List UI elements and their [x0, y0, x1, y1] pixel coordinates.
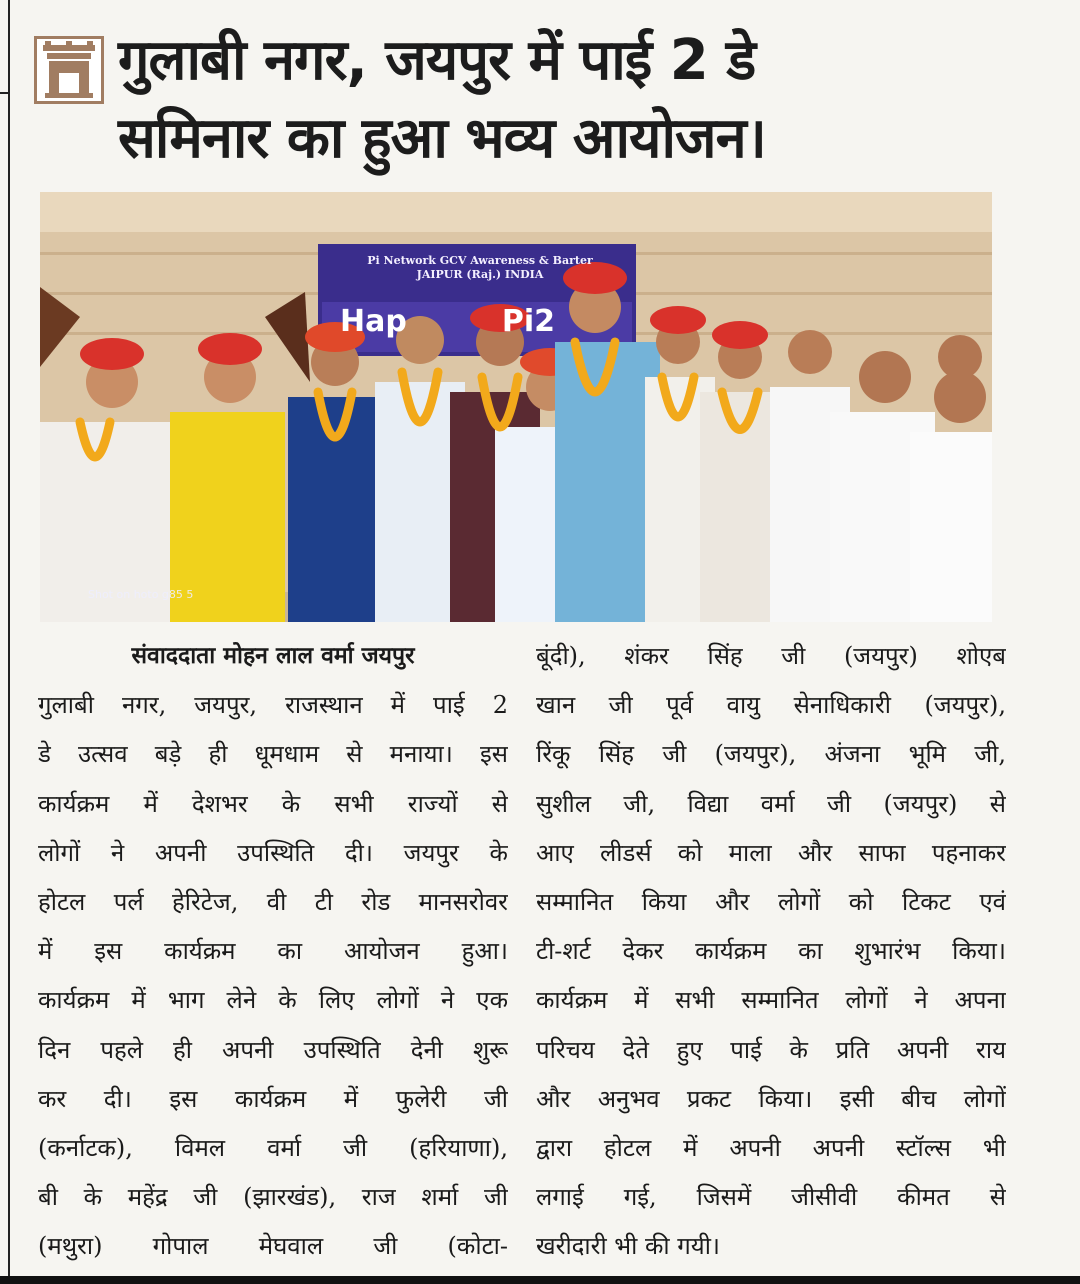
article-line: सुशील जी, विद्या वर्मा जी (जयपुर) से — [536, 789, 1006, 818]
article-line: आए लीडर्स को माला और साफा पहनाकर — [536, 838, 1006, 867]
article-column-right — [536, 632, 1006, 1272]
article-column-left — [38, 632, 508, 1272]
article-line: कार्यक्रम में सभी सम्मानित लोगों ने अपना — [536, 986, 1006, 1015]
article-line: गुलाबी नगर, जयपुर, राजस्थान में पाई 2 — [38, 691, 508, 720]
article-line: खान जी पूर्व वायु सेनाधिकारी (जयपुर), — [536, 691, 1006, 720]
article-line: (कर्नाटक), विमल वर्मा जी (हरियाणा), — [38, 1134, 508, 1163]
headline-line-1: गुलाबी नगर, जयपुर में पाई 2 डे — [118, 28, 756, 93]
article-line: और अनुभव प्रकट किया। इसी बीच लोगों — [536, 1084, 1006, 1113]
banner-big-right: Pi2 — [501, 304, 555, 339]
article-line: बूंदी), शंकर सिंह जी (जयपुर) शोएब — [536, 642, 1006, 670]
article-line: सम्मानित किया और लोगों को टिकट एवं — [536, 888, 1006, 917]
article-line: खरीदारी भी की गयी। — [536, 1232, 721, 1261]
newspaper-logo-icon — [34, 36, 104, 104]
article-line: रिंकू सिंह जी (जयपुर), अंजना भूमि जी, — [536, 740, 1006, 769]
banner-line-1: Pi Network GCV Awareness & Barter — [367, 254, 593, 267]
article-line: (मथुरा) गोपाल मेघवाल जी (कोटा- — [38, 1232, 508, 1261]
article-line: होटल पर्ल हेरिटेज, वी टी रोड मानसरोवर — [38, 888, 508, 917]
banner-big-left: Hap — [340, 304, 407, 339]
article-line: दिन पहले ही अपनी उपस्थिति देनी शुरू — [38, 1035, 508, 1064]
byline: संवाददाता मोहन लाल वर्मा जयपुर — [131, 643, 415, 669]
article-line: द्वारा होटल में अपनी अपनी स्टॉल्स भी — [536, 1134, 1006, 1163]
article-line: परिचय देते हुए पाई के प्रति अपनी राय — [536, 1035, 1006, 1064]
article-line: लोगों ने अपनी उपस्थिति दी। जयपुर के — [38, 838, 508, 867]
article-line: लगाई गई, जिसमें जीसीवी कीमत से — [536, 1183, 1006, 1212]
article-line: कार्यक्रम में भाग लेने के लिए लोगों ने एक — [38, 986, 508, 1015]
left-rule-tick — [0, 92, 10, 94]
left-column-rule — [8, 0, 10, 1284]
article-line: बी के महेंद्र जी (झारखंड), राज शर्मा जी — [38, 1183, 508, 1212]
headline — [118, 22, 1018, 178]
article-line: कर दी। इस कार्यक्रम में फुलेरी जी — [38, 1084, 508, 1113]
banner-big-text — [340, 304, 555, 339]
article-line: में इस कार्यक्रम का आयोजन हुआ। — [38, 937, 508, 966]
article-line: टी-शर्ट देकर कार्यक्रम का शुभारंभ किया। — [536, 937, 1006, 966]
camera-watermark: Shot on hoto g85 5 — [88, 588, 194, 601]
banner-line-2: JAIPUR (Raj.) INDIA — [416, 268, 544, 281]
photo-banner-text — [330, 254, 630, 282]
article-line: डे उत्सव बड़े ही धूमधाम से मनाया। इस — [38, 740, 508, 769]
headline-line-2: समिनार का हुआ भव्य आयोजन। — [118, 106, 766, 171]
article-line: कार्यक्रम में देशभर के सभी राज्यों से — [38, 789, 508, 818]
bottom-rule — [0, 1276, 1080, 1284]
